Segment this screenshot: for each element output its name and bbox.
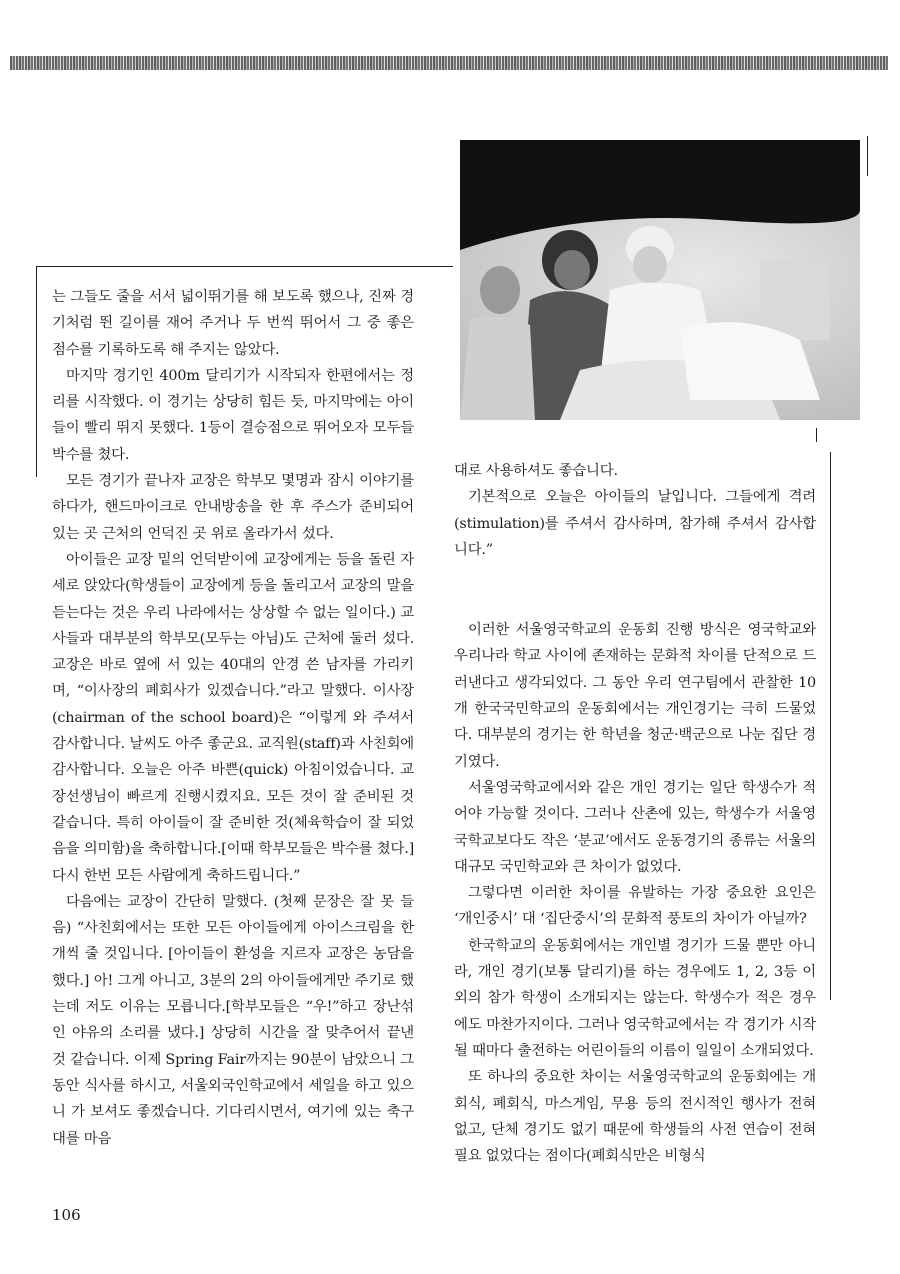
paragraph: 한국학교의 운동회에서는 개인별 경기가 드물 뿐만 아니라, 개인 경기(보통 달리기)를 하는 경우에도 1, 2, 3등 이외의 참가 학생이 소개되지는 않는다. 학생수가 적은 경우에도 마찬가지이다. 그러나 영국학교에서는 각 경기가 시작될 때마다 출전하는 어린이들의 이름이 일일이 소개되었다. [454,937,816,1059]
paragraph: 대로 사용하셔도 좋습니다. [454,463,618,479]
photo-image [460,140,860,420]
paragraph: 기본적으로 오늘은 아이들의 날입니다. 그들에게 격려(stimulation)를 주셔서 감사하며, 참가해 주셔서 감사합니다.” [454,489,816,558]
paragraph: 는 그들도 줄을 서서 넓이뛰기를 해 보도록 했으나, 진짜 경기처럼 뛴 길이를 재어 주거나 두 번씩 뛰어서 그 중 좋은 점수를 기록하도록 해 주지는 않았다. [52,289,414,358]
paragraph: 마지막 경기인 400m 달리기가 시작되자 한편에서는 정리를 시작했다. 이 경기는 상당히 힘든 듯, 마지막에는 아이들이 빨리 뛰지 못했다. 1등이 결승점으로 뛰어오자 모두들 박수를 쳤다. [52,367,414,463]
section-gap [454,563,816,617]
right-column [454,458,816,1169]
paragraph: 또 하나의 중요한 차이는 서울영국학교의 운동회에는 개회식, 폐회식, 마스게임, 무용 등의 전시적인 행사가 전혀 없고, 단체 경기도 없기 때문에 학생들의 사전 연습이 전혀 필요 없었다는 점이다(폐회식만은 비형식 [454,1069,816,1165]
page-number: 106 [52,1206,81,1224]
paragraph: 다음에는 교장이 간단히 말했다. (첫째 문장은 잘 못 들음) “사친회에서는 또한 모든 아이들에게 아이스크림을 한 개씩 줄 것입니다. [아이들이 환성을 지르자 교장은 농담을 했다.] 아! 그게 아니고, 3분의 2의 아이들에게만 주기로 했는데 저도 이유는 모릅니다.[학부모들은 “우!”하고 장난섞인 야유의 소리를 냈다.] 상당히 시간을 잘 맞추어서 끝낸 것 같습니다. 이제 Spring Fair까지는 90분이 남았으니 그 동안 식사를 하시고, 서울외국인학교에서 세일을 하고 있으니 가 보셔도 좋겠습니다. 기다리시면서, 여기에 있는 축구대를 마음 [52,893,414,1147]
right-column-rule [830,452,831,1000]
paragraph: 서울영국학교에서와 같은 개인 경기는 일단 학생수가 적어야 가능할 것이다. 그러나 산촌에 있는, 학생수가 서울영국학교보다도 작은 ‘분교’에서도 운동경기의 종류는 서울의 대규모 국민학교와 큰 차이가 없었다. [454,779,816,875]
paragraph: 이러한 서울영국학교의 운동회 진행 방식은 영국학교와 우리나라 학교 사이에 존재하는 문화적 차이를 단적으로 드러낸다고 생각되었다. 그 동안 우리 연구팀에서 관찰한 10개 한국국민학교의 운동회에서는 개인경기는 극히 드물었다. 대부분의 경기는 한 학년을 청군·백군으로 나눈 집단 경기였다. [454,622,816,770]
paragraph: 아이들은 교장 밑의 언덕받이에 교장에게는 등을 돌린 자세로 앉았다(학생들이 교장에게 등을 돌리고서 교장의 말을 듣는다는 것은 우리 나라에서는 상상할 수 없는 일이다.) 교사들과 대부분의 학부모(모두는 아님)도 근처에 둘러 섰다. 교장은 바로 옆에 서 있는 40대의 안경 쓴 남자를 가리키며, “이사장의 폐회사가 있겠습니다.”라고 말했다. 이사장(chairman of the school board)은 “이렇게 와 주셔서 감사합니다. 날씨도 아주 좋군요. 교직원(staff)과 사친회에 감사합니다. 오늘은 아주 바쁜(quick) 아침이었습니다. 교장선생님이 빠르게 진행시켰지요. 모든 것이 잘 준비된 것 같습니다. 특히 아이들이 잘 준비한 것(체육학습이 잘 되었음을 의미함)을 축하합니다.[이때 학부모들은 박수를 쳤다.] 다시 한번 모든 사람에게 축하드립니다.” [52,551,414,884]
paragraph: 그렇다면 이러한 차이를 유발하는 가장 중요한 요인은 ‘개인중시’ 대 ‘집단중시’의 문화적 풍토의 차이가 아닐까? [454,885,816,928]
scanned-header-noise [10,56,888,70]
photo-children-event [460,140,860,420]
photo-border-mark [816,428,817,442]
left-column [52,284,414,1152]
paragraph: 모든 경기가 끝나자 교장은 학부모 몇명과 잠시 이야기를 하다가, 핸드마이크로 안내방송을 한 후 주스가 준비되어 있는 곳 근처의 언덕진 곳 위로 올라가서 섰다. [52,473,414,542]
photo-border-mark [867,136,868,176]
